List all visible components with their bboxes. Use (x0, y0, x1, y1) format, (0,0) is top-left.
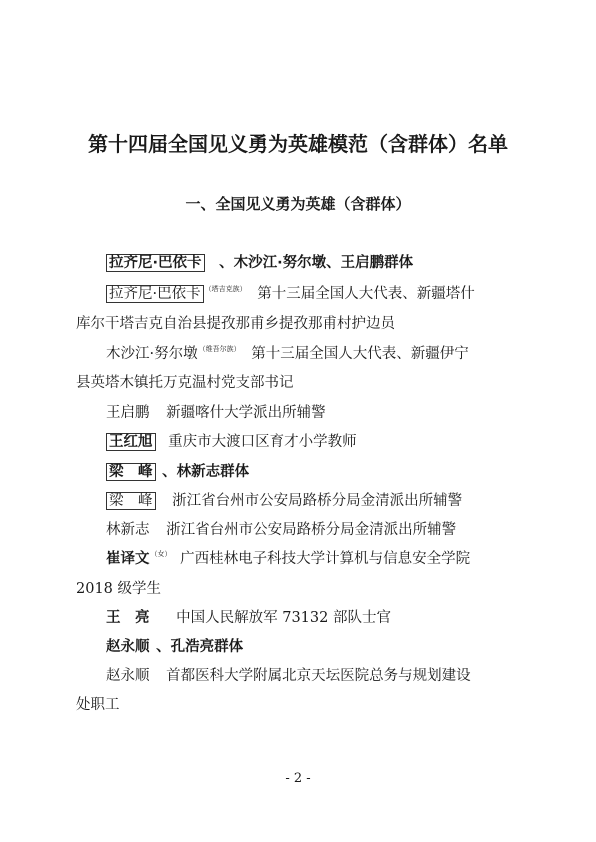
entry-name: 崔译文 (106, 551, 150, 567)
member-desc: 新疆喀什大学派出所辅警 (166, 405, 326, 421)
group1-header (106, 252, 413, 274)
entry-desc: 中国人民解放军 73132 部队士官 (176, 610, 391, 626)
group2-header (106, 461, 249, 483)
entry-name: 王 亮 (106, 610, 150, 626)
group3-rest: 、孔浩亮群体 (156, 639, 244, 655)
ethnicity-note: （维吾尔族） (198, 345, 241, 353)
member-name: 林新志 (106, 522, 150, 538)
gender-note: （女） (150, 550, 172, 558)
group1-lead-name: 拉齐尼·巴依卡 (106, 254, 205, 272)
group2-member-2 (106, 519, 456, 541)
group3-lead-name: 赵永顺 (106, 639, 150, 655)
entry-desc: 广西桂林电子科技大学计算机与信息安全学院 (180, 551, 471, 567)
page-number: - 2 - (285, 771, 311, 786)
entry-cui-yiwen (106, 548, 470, 572)
group1-member-2 (106, 343, 469, 367)
member-name: 王启鹏 (106, 405, 150, 421)
entry-wang-hongxu (106, 431, 357, 453)
entry-cui-yiwen-cont: 2018 级学生 (76, 581, 162, 597)
entry-desc: 重庆市大渡口区育才小学教师 (168, 434, 357, 450)
group3-member-1-cont: 处职工 (76, 697, 120, 713)
group2-rest: 、林新志群体 (162, 464, 250, 480)
section-heading: 一、全国见义勇为英雄（含群体） (185, 195, 411, 213)
group2-member-1 (106, 490, 462, 512)
member-desc: 第十三届全国人大代表、新疆伊宁 (251, 346, 469, 362)
group1-member-1-cont: 库尔干塔吉克自治县提孜那甫乡提孜那甫村护边员 (76, 316, 395, 332)
group1-member-1 (106, 283, 475, 307)
group1-member-3 (106, 402, 326, 424)
member-name: 赵永顺 (106, 668, 150, 684)
group2-lead-name: 梁 峰 (106, 463, 156, 481)
entry-wang-liang (106, 607, 391, 629)
group1-member-2-cont: 县英塔木镇托万克温村党支部书记 (76, 375, 294, 391)
member-name: 拉齐尼·巴依卡 (106, 285, 204, 303)
member-name: 木沙江·努尔墩 (106, 346, 198, 362)
member-name: 梁 峰 (106, 492, 156, 510)
member-desc: 浙江省台州市公安局路桥分局金清派出所辅警 (166, 522, 457, 538)
member-desc: 浙江省台州市公安局路桥分局金清派出所辅警 (172, 493, 463, 509)
member-desc: 首都医科大学附属北京天坛医院总务与规划建设 (166, 668, 471, 684)
group3-member-1 (106, 665, 471, 687)
entry-name: 王红旭 (106, 433, 156, 451)
ethnicity-note: （塔吉克族） (204, 285, 247, 293)
group3-header (106, 636, 243, 658)
member-desc: 第十三届全国人大代表、新疆塔什 (257, 286, 475, 302)
group1-rest: 、木沙江·努尔墩、王启鹏群体 (219, 255, 414, 271)
document-title: 第十四届全国见义勇为英雄模范（含群体）名单 (88, 132, 508, 156)
